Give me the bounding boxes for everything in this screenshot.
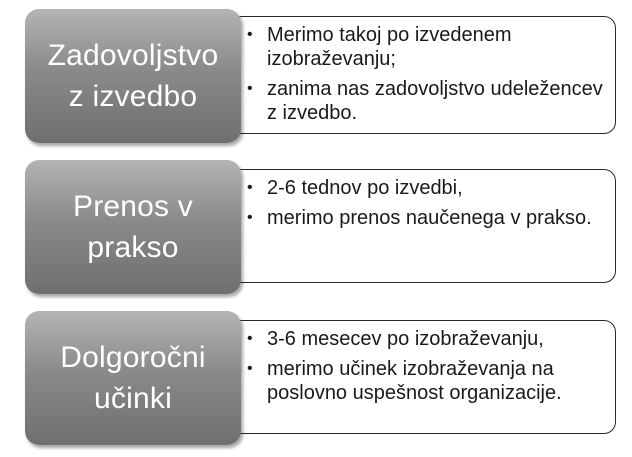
stage-title-box (25, 311, 241, 445)
bullet-item: • 2-6 tednov po izvedbi, (245, 176, 607, 200)
stage-title-line: prakso (87, 231, 179, 264)
stage-title (69, 186, 197, 268)
stage-row-long-term (0, 302, 632, 454)
stage-row-satisfaction (0, 0, 632, 150)
stage-title-line: Prenos v (73, 190, 193, 223)
stage-title-line: učinki (94, 382, 172, 415)
bullet-item: • Merimo takoj po izvedenem izobraževanju; (245, 23, 607, 71)
bullet-item: • 3-6 mesecev po izobraževanju, (245, 327, 607, 351)
stage-title-box (25, 9, 241, 143)
stage-title-line: Zadovoljstvo (47, 39, 219, 72)
bullet-item: • merimo učinek izobraževanja na poslovno uspešnost organizacije. (245, 357, 607, 405)
bullet-list (245, 327, 607, 405)
stage-title-line: Dolgoročni (60, 341, 206, 374)
bullet-list (245, 23, 607, 125)
stage-title-line: z izvedbo (68, 80, 198, 113)
bullet-list (245, 176, 607, 230)
stage-description-panel (230, 169, 616, 283)
stage-title-box (25, 160, 241, 294)
stage-description-panel (230, 320, 616, 434)
bullet-item: • zanima nas zadovoljstvo udeležencev z izvedbo. (245, 77, 607, 125)
stage-title (56, 337, 209, 419)
stage-row-transfer (0, 151, 632, 301)
bullet-item: • merimo prenos naučenega v prakso. (245, 206, 607, 230)
stage-title (44, 35, 223, 117)
stage-description-panel (230, 16, 616, 134)
